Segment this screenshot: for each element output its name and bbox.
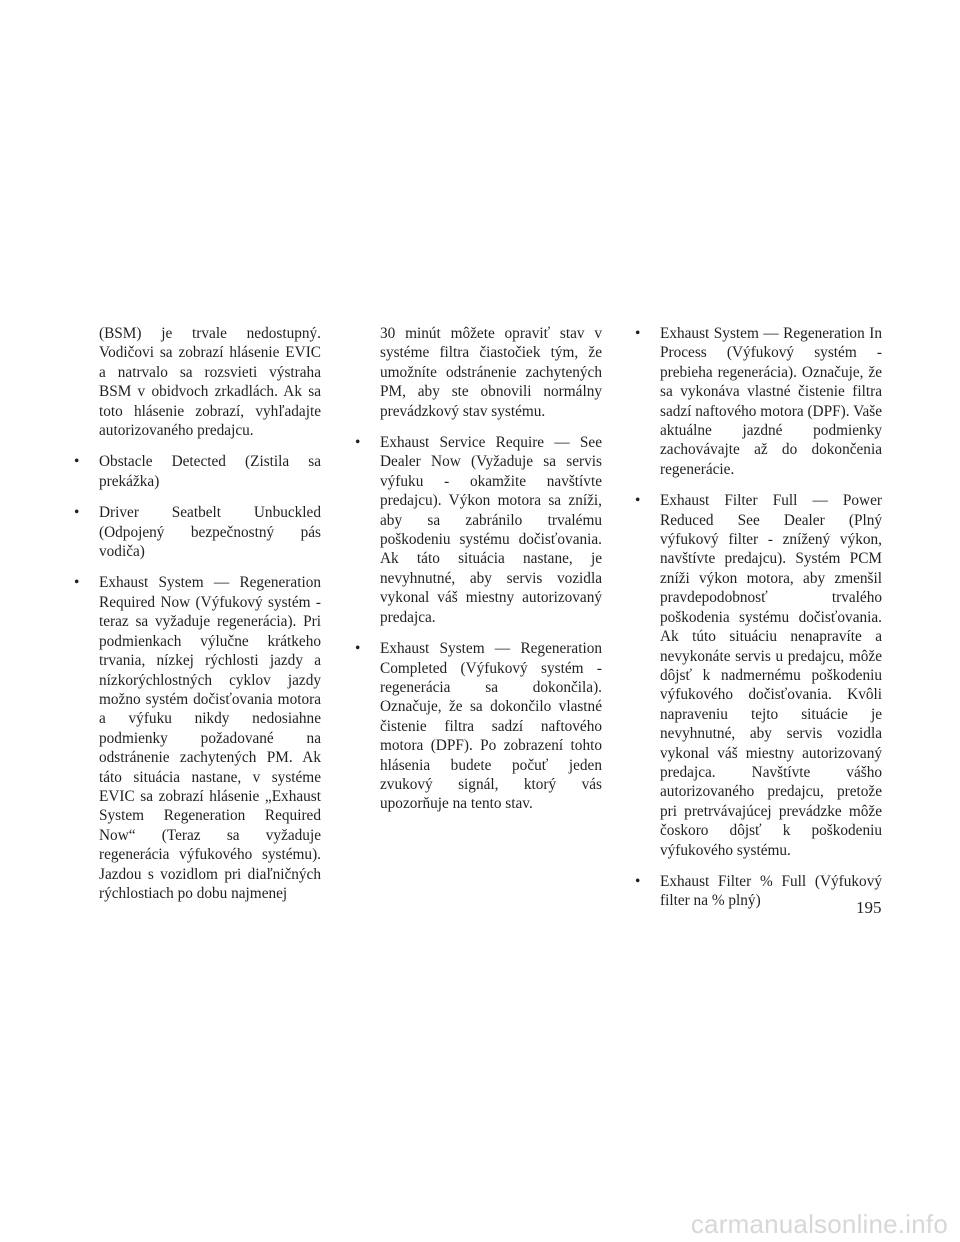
text-column-2 (355, 324, 602, 826)
bullet-item-text: Exhaust Filter Full — Power Reduced See Dealer (Plný výfukový filter - znížený výkon, navštívte predajcu). Systém PCM zníži výkon motora, aby zmenšil pravdepodobnosť trvalého poškodenia systému dočisťovania. Ak túto situáciu nenapravíte a nevykonáte servis u predajcu, môže dôjsť k nadmernému poškodeniu výfukového dočisťovania. Kvôli napraveniu tejto situácie je nevyhnutné, aby servis vozidla vykonal váš miestny autorizovaný predajca. Navštívte vášho autorizovaného predajcu, pretože pri pretrvávajúcej prevádzke môže čoskoro dôjsť k poškodeniu výfukového systému. (660, 492, 882, 859)
continued-paragraph: 30 minút môžete opraviť stav v systéme filtra čiastočiek tým, že umožníte odstránenie zachytených PM, aby ste obnovili normálny prevádzkový stav systému. (380, 325, 602, 420)
bullet-icon: • (635, 492, 641, 510)
bullet-item (74, 503, 321, 561)
bullet-icon: • (74, 504, 80, 522)
watermark: carmanualsonline.info (690, 1209, 948, 1239)
bullet-icon: • (74, 574, 80, 592)
bullet-item (74, 573, 321, 903)
bullet-item (635, 324, 882, 479)
bullet-item-text: Exhaust System — Regeneration Completed (Výfukový systém - regenerácia sa dokončila). Označuje, že sa dokončilo vlastné čistenie filtra sadzí naftového motora (DPF). Po zobrazení tohto hlásenia budete počuť jeden zvukový signál, ktorý vás upozorňuje na tento stav. (380, 640, 602, 813)
bullet-item-text: Exhaust System — Regeneration Required Now (Výfukový systém - teraz sa vyžaduje regenerácia). Pri podmienkach výlučne krátkeho trvania, nízkej rýchlosti jazdy a nízkorýchlostných cyklov jazdy možno systém dočisťovania motora a výfuku nikdy nedosiahne podmienky požadované na odstránenie zachytených PM. Ak táto situácia nastane, v systéme EVIC sa zobrazí hlásenie „Exhaust System Regeneration Required Now“ (Teraz sa vyžaduje regenerácia výfukového systému). Jazdou s vozidlom pri diaľničných rýchlostiach po dobu najmenej (99, 574, 321, 902)
bullet-icon: • (74, 453, 80, 471)
continued-paragraph: (BSM) je trvale nedostupný. Vodičovi sa zobrazí hlásenie EVIC a natrvalo sa rozsvieti výstraha BSM v obidvoch zrkadlách. Ak sa toto hlásenie zobrazí, vyhľadajte autorizovaného predajcu. (99, 325, 321, 440)
bullet-item (635, 491, 882, 860)
bullet-icon: • (635, 325, 641, 342)
bullet-icon: • (355, 640, 361, 658)
bullet-icon: • (635, 872, 641, 890)
bullet-item-text: Exhaust Service Require — See Dealer Now (Vyžaduje sa servis výfuku - okamžite navštívte predajcu). Výkon motora sa zníži, aby sa zabránilo trvalému poškodeniu systému dočisťovania. Ak táto situácia nastane, je nevyhnutné, aby servis vozidla vykonal váš miestny autorizovaný predajca. (380, 434, 602, 626)
text-column-1 (74, 324, 321, 915)
bullet-item (74, 452, 321, 491)
bullet-item (355, 639, 602, 814)
bullet-item-text: Obstacle Detected (Zistila sa prekážka) (99, 453, 321, 490)
bullet-item-text: Driver Seatbelt Unbuckled (Odpojený bezpečnostný pás vodiča) (99, 504, 321, 561)
bullet-item-text: Exhaust System — Regeneration In Process (Výfukový systém - prebieha regenerácia). Označuje, že sa vykonáva vlastné čistenie filtra sadzí naftového motora (DPF). Vaše aktuálne jazdné podmienky zachovávajte až do dokončenia regenerácie. (660, 325, 882, 478)
bullet-item-text: Exhaust Filter % Full (Výfukový filter na % plný) (660, 872, 882, 910)
bullet-item (355, 433, 602, 627)
text-column-3 (635, 324, 882, 923)
page-number: 195 (856, 898, 882, 917)
bullet-item (635, 872, 882, 911)
bullet-icon: • (355, 434, 361, 452)
